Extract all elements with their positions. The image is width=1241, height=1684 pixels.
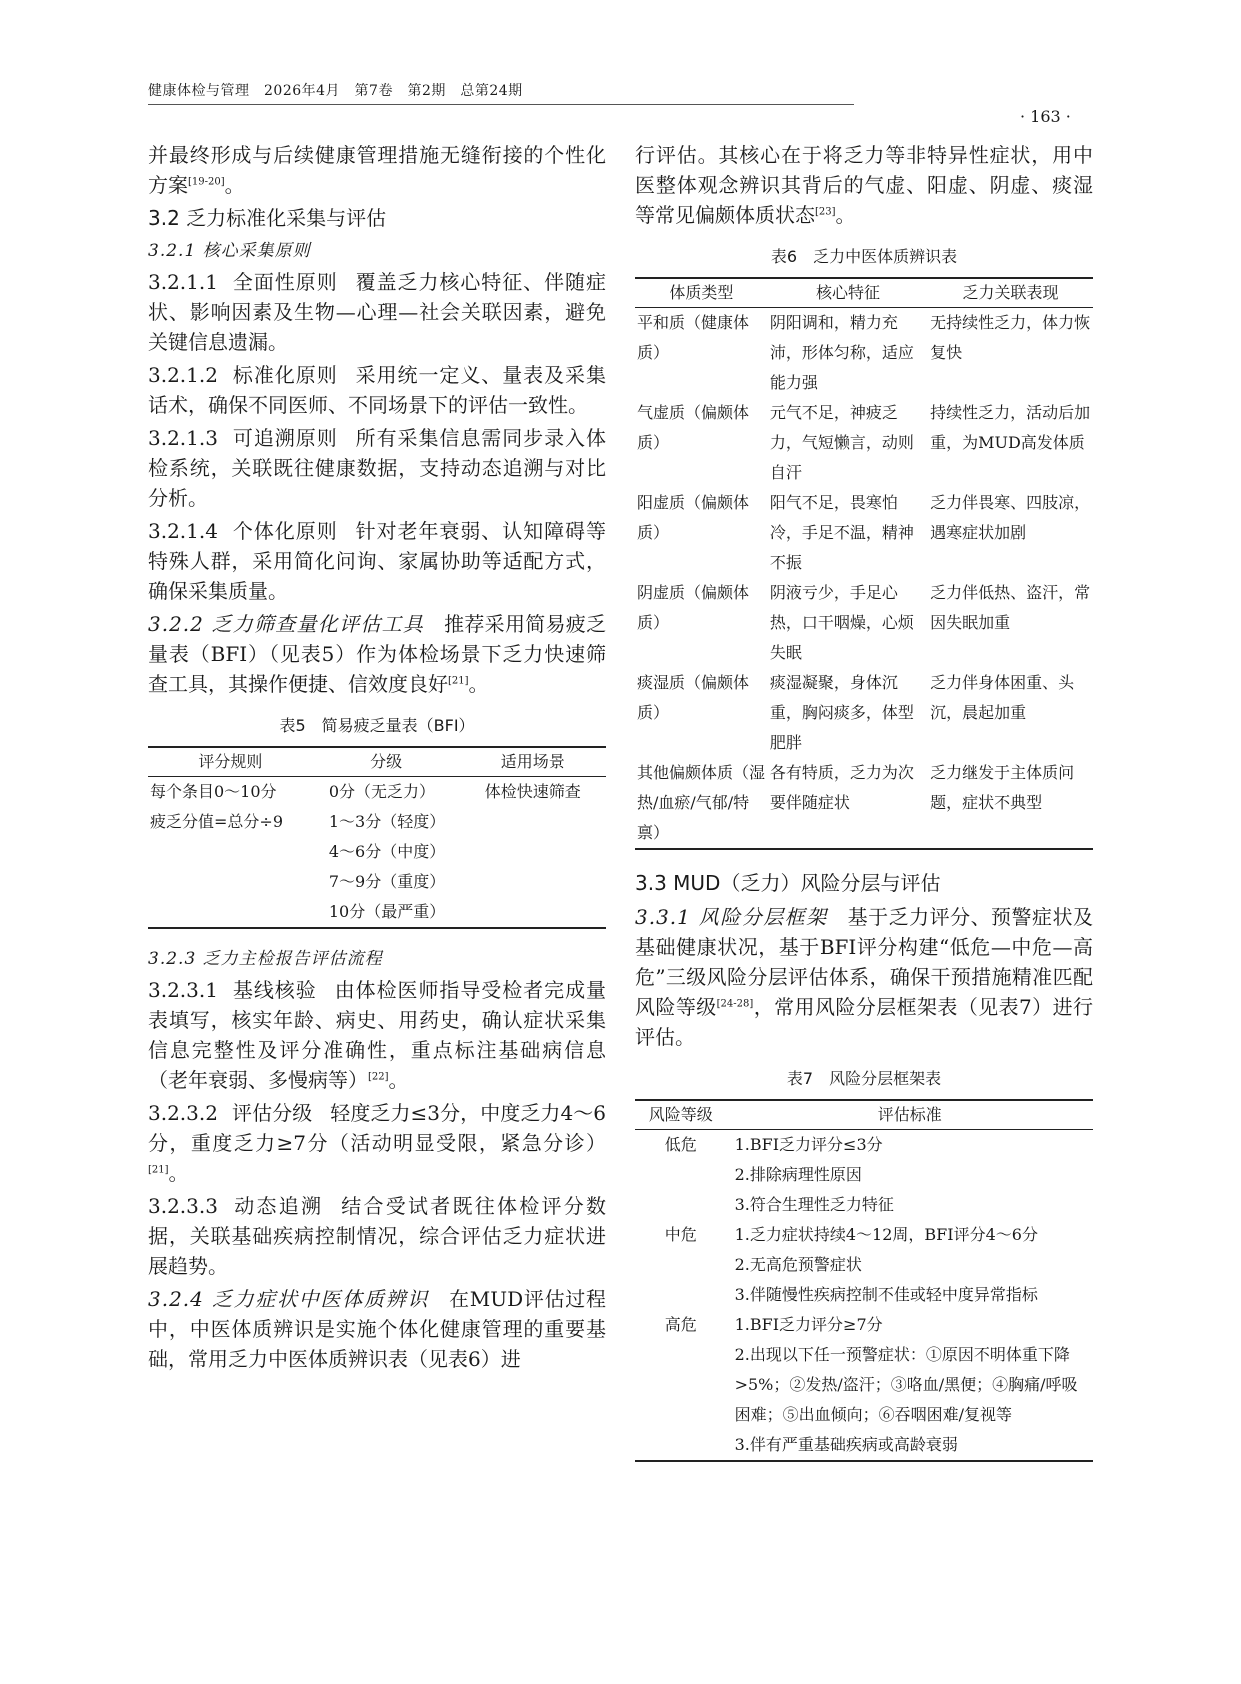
table-header-cell: 核心特征 xyxy=(768,278,928,308)
paragraph xyxy=(148,1191,606,1281)
risk-level: 高危 xyxy=(635,1310,727,1461)
punctuation: 。 xyxy=(168,1161,189,1185)
punctuation: 。 xyxy=(388,1068,409,1092)
fatigue-manifestation: 无持续性乏力，体力恢复快 xyxy=(930,313,1091,362)
rule-line: 每个条目0～10分 xyxy=(150,782,277,801)
table-row xyxy=(148,777,606,929)
table-header-row xyxy=(148,747,606,777)
section-heading: 3.3 MUD（乏力）风险分层与评估 xyxy=(635,871,941,895)
table-row xyxy=(635,578,1093,668)
punctuation: 。 xyxy=(835,203,856,227)
grade-line: 4～6分（中度） xyxy=(328,842,446,861)
table-header-cell: 适用场景 xyxy=(459,747,606,777)
paragraph xyxy=(148,140,606,200)
item-number: 3.2.1.2 xyxy=(148,363,218,387)
paragraph-text: 结合受试者既往体检评分数据，关联基础疾病控制情况，综合评估乏力症状进展趋势。 xyxy=(148,1194,607,1278)
fatigue-manifestation: 乏力伴畏寒、四肢凉，遇寒症状加剧 xyxy=(930,493,1091,542)
running-header: 健康体检与管理 2026年4月 第7卷 第2期 总第24期 xyxy=(148,83,523,99)
table-header-cell: 评分规则 xyxy=(148,747,313,777)
table-caption: 表5 简易疲乏量表（BFI） xyxy=(279,716,475,735)
criteria-line: 3.伴有严重基础疾病或高龄衰弱 xyxy=(734,1435,958,1454)
item-number: 3.2.1.1 xyxy=(148,270,218,294)
right-column xyxy=(635,140,1093,1462)
citation: [21] xyxy=(448,675,469,687)
subsection-heading: 3.2.3 乏力主检报告评估流程 xyxy=(148,949,383,969)
core-feature: 阴液亏少，手足心热，口干咽燥，心烦失眠 xyxy=(769,583,914,662)
tcm-constitution-table xyxy=(635,277,1093,850)
constitution-type: 平和质（健康体质） xyxy=(637,313,750,362)
paragraph-text: 所有采集信息需同步录入体检系统，关联既往健康数据，支持动态追溯与对比分析。 xyxy=(148,426,607,510)
paragraph-text: 轻度乏力≤3分，中度乏力4～6分，重度乏力≥7分（活动明显受限，紧急分诊） xyxy=(148,1101,607,1155)
subsection-lead: 3.3.1 风险分层框架 xyxy=(635,905,828,929)
paragraph-text: 针对老年衰弱、认知障碍等特殊人群，采用简化问询、家属协助等适配方式，确保采集质量。 xyxy=(148,519,607,603)
item-number: 3.2.1.3 xyxy=(148,426,218,450)
risk-criteria xyxy=(727,1220,1093,1310)
grade-line: 0分（无乏力） xyxy=(328,782,436,801)
table-cell xyxy=(148,777,313,929)
table-header-cell: 体质类型 xyxy=(635,278,768,308)
paragraph xyxy=(148,360,606,420)
item-keyword: 评估分级 xyxy=(231,1101,313,1125)
paragraph xyxy=(635,140,1093,230)
item-keyword: 基线核验 xyxy=(231,978,317,1002)
table-row xyxy=(635,1310,1093,1461)
constitution-type: 阴虚质（偏颇体质） xyxy=(637,583,750,632)
risk-stratification-table xyxy=(635,1099,1093,1462)
table-header-cell: 风险等级 xyxy=(635,1100,727,1130)
paragraph-text: 由体检医师指导受检者完成量表填写，核实年龄、病史、用药史，确认症状采集信息完整性及评分准确性，重点标注基础病信息（老年衰弱、多慢病等） xyxy=(148,978,607,1092)
paragraph-text: 基于乏力评分、预警症状及基础健康状况，基于BFI评分构建“低危—中危—高危”三级风险分层评估体系，确保干预措施精准匹配风险等级 xyxy=(635,905,1094,1019)
paragraph xyxy=(148,609,606,699)
item-number: 3.2.3.1 xyxy=(148,978,218,1002)
paragraph-text: ，常用风险分层框架表（见表7）进行评估。 xyxy=(635,995,1094,1049)
constitution-type: 痰湿质（偏颇体质） xyxy=(637,673,750,722)
table-row xyxy=(635,758,1093,849)
header-rule xyxy=(148,104,854,105)
table-row xyxy=(635,1220,1093,1310)
grade-line: 10分（最严重） xyxy=(328,902,446,921)
item-number: 3.2.3.2 xyxy=(148,1101,218,1125)
table-caption: 表6 乏力中医体质辨识表 xyxy=(770,247,958,266)
risk-criteria xyxy=(727,1310,1093,1461)
grade-line: 7～9分（重度） xyxy=(328,872,446,891)
item-number: 3.2.1.4 xyxy=(148,519,218,543)
paragraph-text: 行评估。其核心在于将乏力等非特异性症状，用中医整体观念辨识其背后的气虚、阳虚、阴虚、痰湿等常见偏颇体质状态 xyxy=(635,143,1093,227)
item-keyword: 动态追溯 xyxy=(231,1194,324,1218)
table-cell: 体检快速筛查 xyxy=(459,777,606,929)
paragraph-text: 在MUD评估过程中，中医体质辨识是实施个体化健康管理的重要基础，常用乏力中医体质辨识表（见表6）进 xyxy=(148,1287,607,1371)
constitution-type: 气虚质（偏颇体质） xyxy=(637,403,750,452)
punctuation: 。 xyxy=(468,672,489,696)
core-feature: 阴阳调和，精力充沛，形体匀称，适应能力强 xyxy=(769,313,914,392)
table-row xyxy=(635,308,1093,399)
left-column xyxy=(148,140,606,1377)
paragraph xyxy=(148,1098,606,1188)
rule-line: 疲乏分值=总分÷9 xyxy=(150,812,283,831)
table-row xyxy=(635,398,1093,488)
table-row xyxy=(635,488,1093,578)
criteria-line: 1.乏力症状持续4～12周，BFI评分4～6分 xyxy=(734,1225,1038,1244)
risk-level: 中危 xyxy=(664,1225,697,1244)
item-keyword: 可追溯原则 xyxy=(231,426,338,450)
fatigue-manifestation: 乏力伴低热、盗汗，常因失眠加重 xyxy=(930,583,1091,632)
core-feature: 痰湿凝聚，身体沉重，胸闷痰多，体型肥胖 xyxy=(769,673,914,752)
table-header-cell: 分级 xyxy=(313,747,460,777)
paragraph xyxy=(148,267,606,357)
core-feature: 阳气不足，畏寒怕冷，手足不温，精神不振 xyxy=(769,493,914,572)
core-feature: 各有特质，乏力为次要伴随症状 xyxy=(768,758,928,849)
criteria-line: 2.无高危预警症状 xyxy=(734,1255,862,1274)
item-keyword: 全面性原则 xyxy=(231,270,338,294)
punctuation: 。 xyxy=(224,173,245,197)
criteria-line: 2.排除病理性原因 xyxy=(734,1165,862,1184)
item-number: 3.2.3.3 xyxy=(148,1194,218,1218)
core-feature: 元气不足，神疲乏力，气短懒言，动则自汗 xyxy=(769,403,914,482)
constitution-type: 其他偏颇体质（湿热/血瘀/气郁/特禀） xyxy=(635,758,768,849)
table-header-row xyxy=(635,278,1093,308)
table-caption: 表7 风险分层框架表 xyxy=(786,1069,942,1088)
risk-criteria xyxy=(727,1130,1093,1221)
fatigue-manifestation: 乏力伴身体困重、头沉，晨起加重 xyxy=(930,673,1075,722)
citation: [21] xyxy=(148,1164,169,1176)
fatigue-manifestation: 持续性乏力，活动后加重，为MUD高发体质 xyxy=(930,403,1091,452)
citation: [23] xyxy=(815,206,836,218)
table-row xyxy=(635,1130,1093,1221)
table-header-cell: 评估标准 xyxy=(727,1100,1093,1130)
table-header-row xyxy=(635,1100,1093,1130)
citation: [22] xyxy=(368,1071,389,1083)
paragraph-text: 推荐采用简易疲乏量表（BFI）（见表5）作为体检场景下乏力快速筛查工具，其操作便捷、信效度良好 xyxy=(148,612,607,696)
criteria-line: 3.伴随慢性疾病控制不佳或轻中度异常指标 xyxy=(734,1285,1038,1304)
item-keyword: 个体化原则 xyxy=(231,519,338,543)
table-header-cell: 乏力关联表现 xyxy=(928,278,1093,308)
paragraph-text: 并最终形成与后续健康管理措施无缝衔接的个性化方案 xyxy=(148,143,606,197)
page-number: · 163 · xyxy=(1020,107,1071,126)
criteria-line: 1.BFI乏力评分≤3分 xyxy=(734,1135,883,1154)
bfi-table xyxy=(148,746,606,929)
table-cell xyxy=(313,777,460,929)
item-keyword: 标准化原则 xyxy=(231,363,338,387)
paragraph-text: 采用统一定义、量表及采集话术，确保不同医师、不同场景下的评估一致性。 xyxy=(148,363,607,417)
paragraph xyxy=(148,975,606,1095)
criteria-line: 1.BFI乏力评分≥7分 xyxy=(734,1315,883,1334)
citation: [24-28] xyxy=(716,998,754,1010)
subsection-heading: 3.2.1 核心采集原则 xyxy=(148,241,311,261)
subsection-lead: 3.2.2 乏力筛查量化评估工具 xyxy=(148,612,425,636)
subsection-lead: 3.2.4 乏力症状中医体质辨识 xyxy=(148,1287,430,1311)
risk-level: 低危 xyxy=(664,1135,697,1154)
grade-line: 1～3分（轻度） xyxy=(328,812,446,831)
constitution-type: 阳虚质（偏颇体质） xyxy=(637,493,750,542)
fatigue-manifestation: 乏力继发于主体质问题，症状不典型 xyxy=(928,758,1093,849)
criteria-line: 2.出现以下任一预警症状：①原因不明体重下降>5%；②发热/盗汗；③咯血/黑便；④胸痛/呼吸困难；⑤出血倾向；⑥吞咽困难/复视等 xyxy=(734,1345,1078,1424)
table-row xyxy=(635,668,1093,758)
section-heading: 3.2 乏力标准化采集与评估 xyxy=(148,206,387,230)
criteria-line: 3.符合生理性乏力特征 xyxy=(734,1195,894,1214)
paragraph-text: 覆盖乏力核心特征、伴随症状、影响因素及生物—心理—社会关联因素，避免关键信息遗漏。 xyxy=(148,270,607,354)
paragraph xyxy=(148,423,606,513)
paragraph xyxy=(148,516,606,606)
paragraph xyxy=(148,1284,606,1374)
paragraph xyxy=(635,902,1093,1052)
citation: [19-20] xyxy=(188,176,225,188)
